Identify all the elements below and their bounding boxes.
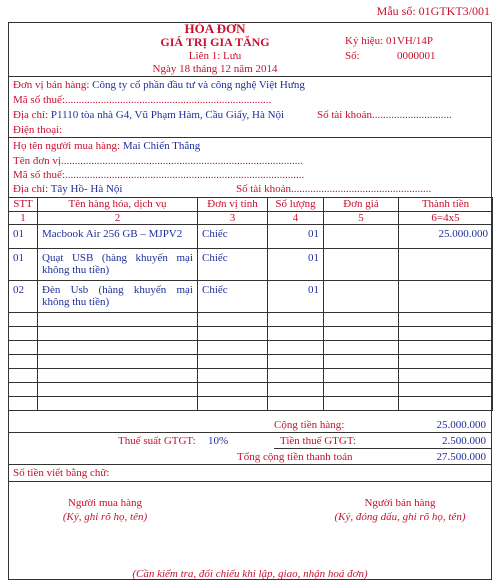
seller-signature-title: Người bán hàng [364,497,436,509]
subtotal-label: Cộng tiền hàng: [274,419,345,431]
seller-account-dots: ............................. [372,109,452,121]
vat-amount-value: 2.500.000 [442,435,486,447]
cell-qty: 01 [268,281,324,313]
cell-stt: 02 [9,281,38,313]
table-number-row [9,212,493,225]
col-number: 1 [9,212,38,225]
seller-account-label: Số tài khoản [317,109,372,121]
seller-unit-value: Công ty cổ phần đầu tư và công nghệ Việt Hưng [92,79,305,91]
col-number: 2 [38,212,198,225]
seller-phone-label: Điện thoại: [13,124,63,136]
divider [8,481,492,482]
cell-amount: 25.000.000 [399,225,493,249]
title-line1: HÓA ĐƠN [184,21,246,36]
table-row-empty [9,369,493,383]
buyer-address-row [13,183,123,195]
table-row-empty [9,397,493,411]
grand-total-value: 27.500.000 [436,451,486,463]
amount-in-words-label: Số tiền viết bằng chữ: [13,467,110,479]
seller-address-row [13,109,284,121]
buyer-name-label: Họ tên người mua hàng: [13,140,121,152]
cell-price [324,249,399,281]
copy-label: Liên 1: Lưu [188,50,242,62]
col-number: 3 [198,212,268,225]
divider [8,464,492,465]
divider [8,432,492,433]
buyer-name-value: Mai Chiến Thắng [122,140,201,152]
buyer-signature-note: (Ký, ghi rõ họ, tên) [62,511,148,523]
col-header-qty: Số lượng [268,198,324,212]
col-header-stt: STT [9,198,38,212]
cell-price [324,225,399,249]
buyer-unit-dots: ........................................................................................ [60,155,303,167]
col-number: 4 [268,212,324,225]
buyer-tax-dots: ....................................................................................... [64,169,305,181]
cell-stt: 01 [9,249,38,281]
col-number: 5 [324,212,399,225]
vat-amount-label: Tiền thuế GTGT: [280,435,357,447]
cell-amount [399,281,493,313]
col-header-amount: Thành tiền [399,198,493,212]
cell-name: Macbook Air 256 GB – MJPV2 [38,225,198,249]
seller-unit-row [13,79,305,91]
buyer-address-label: Địa chỉ: [13,183,49,195]
footer-note: (Cần kiểm tra, đối chiếu khi lập, giao, nhận hoá đơn) [132,568,368,580]
table-row [9,249,493,281]
seller-address-label: Địa chỉ: [13,109,49,121]
vat-rate-label: Thuế suất GTGT: [118,435,196,447]
grand-total-label: Tổng cộng tiền thanh toán [237,451,353,463]
buyer-name-row [13,140,200,152]
items-table [8,197,493,411]
cell-name: Đèn Usb (hàng khuyến mại không thu tiền) [38,281,198,313]
seller-account-row [317,109,452,121]
seller-address-value: P1110 tòa nhà G4, Vũ Phạm Hàm, Cầu Giấy, Hà Nội [50,109,285,121]
divider [274,448,492,449]
invoice-number-value: 0000001 [397,50,436,62]
seller-tax-label: Mã số thuế: [13,94,65,106]
col-header-name: Tên hàng hóa, dịch vụ [38,198,198,212]
col-header-unit: Đơn vị tính [198,198,268,212]
cell-unit: Chiếc [198,249,268,281]
table-row [9,225,493,249]
vat-rate-value: 10% [208,435,229,447]
form-number: Mẫu số: 01GTKT3/001 [376,4,490,18]
buyer-tax-label: Mã số thuế: [13,169,65,181]
table-row-empty [9,383,493,397]
title-line2: GIÁ TRỊ GIA TĂNG [160,35,270,49]
col-header-price: Đơn giá [324,198,399,212]
buyer-tax-row [13,169,304,181]
table-header-row [9,198,493,212]
subtotal-value: 25.000.000 [436,419,486,431]
seller-signature-note: (Ký, đóng dấu, ghi rõ họ, tên) [334,511,466,523]
buyer-account-dots: ................................................... [291,183,432,195]
cell-qty: 01 [268,225,324,249]
seller-tax-row [13,94,271,106]
buyer-account-label: Số tài khoản [236,183,291,195]
buyer-account-row [236,183,431,195]
cell-amount [399,249,493,281]
table-row [9,281,493,313]
buyer-unit-row [13,155,303,167]
table-row-empty [9,313,493,327]
buyer-address-value: Tây Hồ- Hà Nội [50,183,123,195]
cell-qty: 01 [268,249,324,281]
cell-name: Quạt USB (hàng khuyến mại không thu tiền) [38,249,198,281]
buyer-signature-title: Người mua hàng [67,497,143,509]
seller-tax-dots: ........................................................................... [64,94,272,106]
table-row-empty [9,327,493,341]
invoice-date: Ngày 18 tháng 12 năm 2014 [152,63,278,75]
cell-unit: Chiếc [198,281,268,313]
invoice-symbol: Ký hiệu: 01VH/14P [345,35,433,47]
divider [8,137,492,138]
cell-price [324,281,399,313]
table-row-empty [9,355,493,369]
divider [8,76,492,77]
cell-stt: 01 [9,225,38,249]
cell-unit: Chiếc [198,225,268,249]
invoice-number-label: Số: [345,50,360,62]
buyer-unit-label: Tên đơn vị [13,155,61,167]
col-number: 6=4x5 [399,212,493,225]
table-row-empty [9,341,493,355]
seller-unit-label: Đơn vị bán hàng: [13,79,90,91]
